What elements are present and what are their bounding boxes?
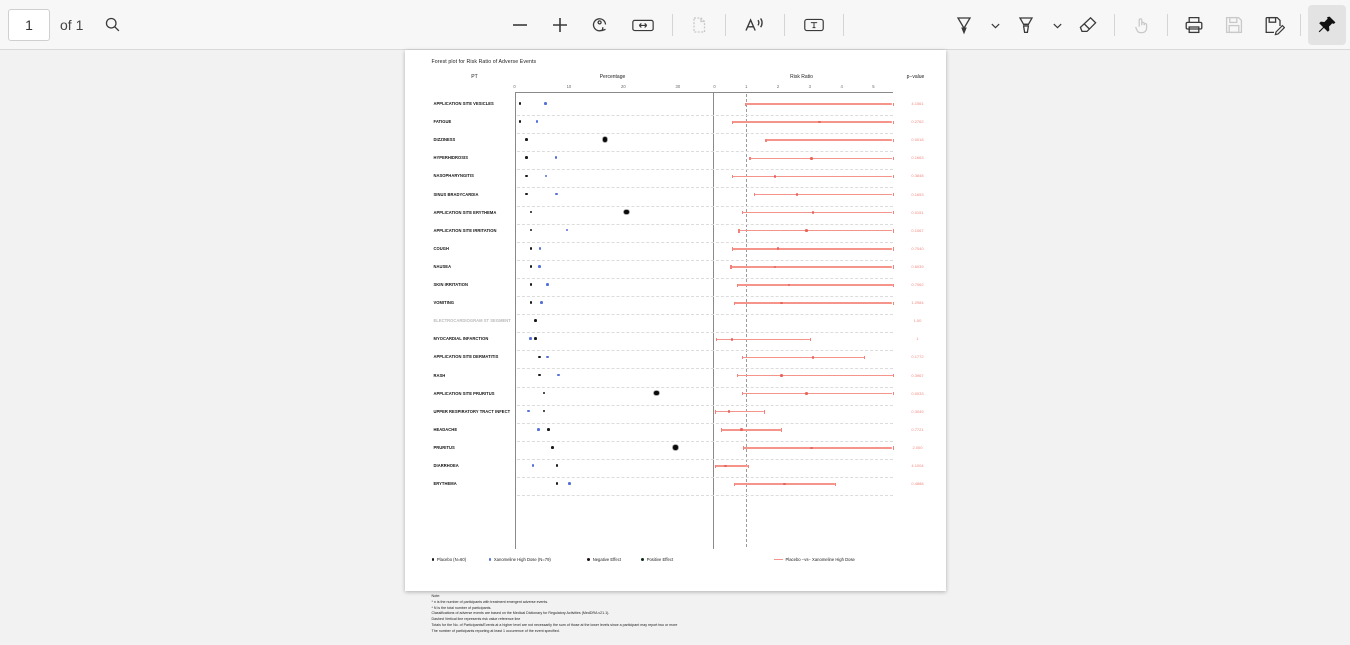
row-label-pt: DIARRHOEA bbox=[433, 463, 459, 468]
pct-marker-placebo bbox=[538, 374, 541, 377]
note-line: * n is the number of participants with treatment emergent adverse events. bbox=[431, 599, 549, 604]
pct-marker-placebo bbox=[530, 229, 533, 232]
row-p-value: 0.7721 bbox=[911, 426, 924, 432]
confidence-interval-cap bbox=[748, 465, 749, 468]
erase-icon[interactable] bbox=[1069, 5, 1107, 45]
row-separator bbox=[517, 296, 893, 297]
page-number-input[interactable] bbox=[8, 9, 50, 41]
toolbar-divider bbox=[1114, 14, 1115, 36]
highlight-icon[interactable] bbox=[1007, 5, 1045, 45]
rr-tick-label: 0 bbox=[713, 84, 716, 89]
text-select-icon[interactable] bbox=[792, 5, 836, 45]
forest-plot-row bbox=[433, 481, 924, 499]
confidence-interval-cap bbox=[864, 356, 865, 359]
confidence-interval-cap bbox=[732, 175, 733, 178]
forest-plot-row bbox=[433, 336, 919, 354]
row-separator bbox=[517, 314, 893, 315]
toolbar-divider bbox=[1167, 14, 1168, 36]
xanomeline-marker-icon bbox=[489, 558, 491, 560]
draw-chevron-down-icon[interactable] bbox=[985, 5, 1005, 45]
row-p-value: 1.2984 bbox=[911, 300, 924, 306]
risk-ratio-point-estimate bbox=[810, 447, 813, 450]
row-p-value: 4.1004 bbox=[911, 463, 924, 468]
legend-label-positive-effect: Positive Effect bbox=[646, 557, 674, 562]
pct-marker-xanomeline bbox=[529, 337, 532, 340]
pct-tick-label: 20 bbox=[621, 84, 626, 89]
confidence-interval-line bbox=[715, 465, 748, 467]
forest-plot-row bbox=[433, 119, 924, 137]
row-label-pt: SKIN IRRITATION bbox=[433, 282, 468, 287]
row-label-pt: SINUS BRADYCARDIA bbox=[433, 191, 479, 197]
confidence-interval-line bbox=[715, 411, 764, 413]
confidence-interval-cap bbox=[781, 428, 782, 431]
pct-marker-placebo bbox=[525, 193, 528, 196]
confidence-interval-cap bbox=[732, 121, 733, 124]
row-p-value: 4.1561 bbox=[911, 101, 924, 106]
confidence-interval-cap bbox=[765, 139, 766, 142]
row-label-pt: APPLICATION SITE PRURITUS bbox=[433, 390, 495, 396]
column-header-risk-ratio: Risk Ratio bbox=[790, 74, 813, 80]
toolbar-divider bbox=[672, 14, 673, 36]
save-icon[interactable] bbox=[1215, 5, 1253, 45]
row-label-pt: DIZZINESS bbox=[433, 137, 456, 143]
zoom-in-icon[interactable] bbox=[541, 5, 579, 45]
row-separator bbox=[517, 187, 893, 188]
fit-to-width-icon[interactable] bbox=[621, 5, 665, 45]
pct-marker-placebo bbox=[519, 102, 522, 105]
pct-marker-xanomeline bbox=[546, 283, 549, 286]
row-label-pt: HYPERHIDROSIS bbox=[433, 155, 469, 161]
row-p-value: 0.7062 bbox=[911, 282, 924, 287]
toolbar-divider bbox=[843, 14, 844, 36]
pct-marker-xanomeline bbox=[555, 193, 558, 196]
pct-marker-placebo bbox=[538, 356, 541, 359]
page-total-label: of 1 bbox=[60, 16, 84, 33]
note-line: Totals for the No. of Participants/Events at a higher level are not necessarily the sum of those at the lower levels since a participant may report two or more bbox=[431, 623, 678, 628]
row-separator bbox=[517, 151, 893, 152]
confidence-interval-cap bbox=[715, 410, 716, 413]
confidence-interval-line bbox=[732, 176, 893, 178]
pct-marker-placebo bbox=[547, 428, 550, 431]
rr-tick-label: 2 bbox=[776, 84, 780, 89]
plot-title: Forest plot for Risk Ratio of Adverse Events bbox=[431, 59, 537, 65]
row-p-value: 0.4888 bbox=[911, 481, 924, 487]
forest-plot-frame bbox=[433, 92, 924, 549]
pct-marker-xanomeline bbox=[603, 137, 607, 141]
row-separator bbox=[517, 224, 893, 225]
confidence-interval-line bbox=[743, 447, 892, 449]
confidence-interval-cap bbox=[743, 446, 744, 449]
page-view-icon[interactable] bbox=[680, 5, 718, 45]
pct-marker-xanomeline bbox=[673, 445, 677, 449]
print-icon[interactable] bbox=[1175, 5, 1213, 45]
rotate-icon[interactable] bbox=[581, 5, 619, 45]
confidence-interval-line bbox=[737, 375, 893, 377]
risk-ratio-point-estimate bbox=[805, 392, 808, 395]
risk-ratio-point-estimate bbox=[740, 428, 743, 431]
row-label-pt: UPPER RESPIRATORY TRACT INFECT bbox=[433, 408, 511, 414]
forest-plot-row bbox=[433, 372, 924, 391]
row-p-value: 1 bbox=[916, 336, 919, 342]
pct-tick-label: 0 bbox=[513, 84, 516, 89]
forest-plot-row bbox=[433, 463, 924, 481]
confidence-interval-line bbox=[732, 248, 893, 250]
confidence-interval-line bbox=[730, 266, 892, 268]
row-separator bbox=[517, 423, 893, 424]
row-p-value: 0.1067 bbox=[911, 227, 924, 233]
confidence-interval-line bbox=[732, 121, 893, 123]
row-separator bbox=[517, 332, 893, 333]
pct-marker-xanomeline bbox=[532, 464, 535, 467]
pct-marker-xanomeline bbox=[566, 229, 569, 232]
forest-plot-row bbox=[433, 155, 924, 173]
highlight-chevron-down-icon[interactable] bbox=[1047, 5, 1067, 45]
pct-marker-placebo bbox=[556, 482, 559, 485]
row-separator bbox=[517, 350, 893, 351]
row-separator bbox=[517, 169, 893, 170]
pct-tick-label: 30 bbox=[675, 84, 681, 89]
note-heading: Note: bbox=[431, 594, 441, 598]
confidence-interval-cap bbox=[737, 284, 738, 287]
row-separator bbox=[517, 441, 893, 442]
row-p-value: 0.3848 bbox=[911, 173, 924, 179]
row-p-value: 0.0018 bbox=[911, 137, 924, 143]
confidence-interval-cap bbox=[810, 338, 811, 341]
row-separator bbox=[517, 242, 893, 243]
row-label-pt: ERYTHEMA bbox=[433, 481, 457, 487]
rr-tick-label: 1 bbox=[745, 84, 748, 89]
row-p-value: 2.000 bbox=[912, 444, 923, 450]
row-label-pt: RASH bbox=[433, 372, 446, 378]
risk-ratio-point-estimate bbox=[724, 465, 727, 468]
confidence-interval-cap bbox=[734, 302, 735, 305]
pct-marker-placebo bbox=[543, 410, 546, 413]
risk-ratio-point-estimate bbox=[728, 410, 731, 413]
comparison-line-icon bbox=[774, 559, 783, 560]
toolbar-divider bbox=[784, 14, 785, 36]
pdf-page bbox=[405, 50, 946, 633]
risk-ratio-point-estimate bbox=[783, 483, 786, 486]
rr-tick-label: 5 bbox=[872, 84, 875, 89]
forest-plot-row bbox=[433, 300, 924, 318]
row-p-value: 0.6039 bbox=[911, 263, 924, 269]
pct-marker-xanomeline bbox=[546, 356, 549, 359]
pct-marker-placebo bbox=[530, 247, 533, 250]
legend-label-negative-effect: Negative Effect bbox=[592, 557, 622, 562]
row-label-pt: APPLICATION SITE VESICLES bbox=[433, 101, 494, 106]
note-line: Classifications of adverse events are based on the Medical Dictionary for Regulatory Activities (MedDRA v21.1). bbox=[431, 611, 610, 616]
negative-effect-marker-icon bbox=[587, 558, 590, 561]
forest-plot-row bbox=[433, 444, 923, 463]
risk-ratio-point-estimate bbox=[774, 175, 777, 178]
risk-ratio-point-estimate bbox=[805, 229, 808, 232]
forest-plot-row bbox=[433, 227, 924, 246]
toolbar-right-group bbox=[945, 0, 1350, 50]
confidence-interval-line bbox=[754, 194, 892, 196]
pct-marker-placebo bbox=[530, 265, 533, 268]
confidence-interval-cap bbox=[835, 483, 836, 486]
row-separator bbox=[517, 206, 893, 207]
row-p-value: 0.0151 bbox=[911, 209, 924, 215]
forest-plot-row bbox=[433, 137, 924, 155]
pct-marker-xanomeline bbox=[544, 102, 547, 105]
confidence-interval-cap bbox=[742, 392, 743, 395]
pct-tick-label: 10 bbox=[566, 84, 572, 89]
row-label-pt: ELECTROCARDIOGRAM ST SEGMENT bbox=[433, 318, 511, 324]
pct-marker-xanomeline bbox=[568, 482, 571, 485]
row-separator bbox=[517, 459, 893, 460]
pdf-viewer[interactable] bbox=[0, 50, 1350, 645]
forest-plot-row bbox=[433, 408, 924, 427]
risk-ratio-point-estimate bbox=[818, 121, 821, 124]
forest-plot-row bbox=[433, 282, 924, 300]
confidence-interval-cap bbox=[745, 103, 746, 106]
row-separator bbox=[517, 260, 893, 261]
row-separator bbox=[517, 115, 893, 116]
pct-marker-placebo bbox=[530, 283, 533, 286]
toolbar-left-group bbox=[0, 5, 131, 45]
pct-marker-placebo bbox=[525, 175, 528, 178]
confidence-interval-line bbox=[737, 284, 893, 286]
forest-plot-row bbox=[433, 101, 924, 119]
save-as-icon[interactable] bbox=[1255, 5, 1293, 45]
pct-marker-xanomeline bbox=[545, 175, 548, 178]
pdf-toolbar bbox=[0, 0, 1350, 50]
risk-ratio-point-estimate bbox=[777, 247, 780, 250]
risk-ratio-point-estimate bbox=[812, 211, 815, 214]
column-header-pt: PT bbox=[471, 74, 478, 80]
legend-label-xanomeline: Xanomeline High Dose (N=79) bbox=[493, 557, 551, 562]
rr-tick-label: 3 bbox=[808, 84, 812, 89]
row-label-pt: APPLICATION SITE DERMATITIS bbox=[433, 354, 499, 360]
legend-label-comparison: Placebo −vs− Xanomeline High Dose bbox=[785, 557, 855, 562]
confidence-interval-cap bbox=[742, 356, 743, 359]
row-label-pt: PRURITUS bbox=[433, 444, 455, 450]
note-line: * N is the total number of participants. bbox=[431, 605, 492, 610]
confidence-interval-cap bbox=[732, 247, 733, 250]
legend-item-comparison bbox=[774, 557, 855, 562]
row-label-pt: VOMITING bbox=[433, 300, 455, 306]
pct-marker-placebo bbox=[534, 319, 537, 322]
confidence-interval-cap bbox=[749, 157, 750, 160]
row-p-value: 0.7040 bbox=[911, 245, 924, 251]
risk-ratio-point-estimate bbox=[780, 302, 783, 305]
rr-tick-label: 4 bbox=[840, 84, 843, 89]
forest-plot-row bbox=[433, 354, 924, 372]
pct-marker-xanomeline bbox=[527, 410, 530, 413]
confidence-interval-cap bbox=[715, 465, 716, 468]
note-line: The number of participants reporting at least 1 occurrence of the event specified. bbox=[431, 628, 560, 633]
row-p-value: 0.0033 bbox=[911, 390, 924, 396]
pct-marker-xanomeline bbox=[538, 265, 541, 268]
row-p-value: 0.1663 bbox=[911, 155, 924, 161]
risk-ratio-point-estimate bbox=[774, 266, 777, 269]
plot-note bbox=[432, 594, 678, 635]
row-label-pt: NAUSEA bbox=[433, 263, 452, 269]
confidence-interval-cap bbox=[737, 374, 738, 377]
confidence-interval-line bbox=[734, 302, 893, 304]
legend-item-xanomeline bbox=[489, 557, 551, 562]
pct-marker-xanomeline bbox=[654, 391, 658, 395]
column-header-percentage: Percentage bbox=[599, 74, 626, 80]
row-p-value: 1.00 bbox=[913, 318, 922, 324]
confidence-interval-line bbox=[745, 103, 893, 105]
row-separator bbox=[517, 368, 893, 369]
forest-plot-row bbox=[433, 191, 924, 210]
confidence-interval-line bbox=[742, 393, 893, 395]
legend-item-negative-effect bbox=[587, 557, 622, 562]
note-line: Dashed Vertical line represents risk value reference line bbox=[431, 617, 521, 622]
pct-marker-xanomeline bbox=[555, 156, 558, 159]
pct-marker-placebo bbox=[519, 120, 522, 123]
row-p-value: 0.3967 bbox=[911, 372, 924, 378]
placebo-marker-icon bbox=[432, 558, 434, 560]
forest-plot-row bbox=[433, 390, 924, 409]
confidence-interval-cap bbox=[754, 193, 755, 196]
row-separator bbox=[517, 387, 893, 388]
confidence-interval-line bbox=[738, 230, 892, 232]
draw-icon[interactable] bbox=[945, 5, 983, 45]
row-separator bbox=[517, 133, 893, 134]
confidence-interval-cap bbox=[742, 211, 743, 214]
row-separator bbox=[517, 477, 893, 478]
legend-label-placebo: Placebo (N=60) bbox=[436, 557, 467, 562]
row-label-pt: FATIGUE bbox=[433, 119, 452, 125]
touch-mode-icon[interactable] bbox=[1122, 5, 1160, 45]
row-label-pt: HEADACHE bbox=[433, 426, 458, 432]
risk-ratio-point-estimate bbox=[731, 338, 734, 341]
pct-marker-xanomeline bbox=[536, 120, 539, 123]
row-separator bbox=[517, 278, 893, 279]
pct-marker-placebo bbox=[525, 156, 528, 159]
pct-marker-placebo bbox=[543, 392, 546, 395]
forest-plot-row bbox=[433, 426, 924, 445]
pct-marker-placebo bbox=[551, 446, 554, 449]
plot-legend bbox=[405, 557, 946, 571]
row-label-pt: COUGH bbox=[433, 245, 449, 251]
legend-item-positive-effect bbox=[641, 557, 674, 562]
search-icon[interactable] bbox=[93, 5, 131, 45]
row-separator bbox=[517, 495, 893, 496]
column-header-p-value: p−value bbox=[906, 74, 925, 80]
confidence-interval-cap bbox=[764, 410, 765, 413]
risk-ratio-point-estimate bbox=[780, 374, 783, 377]
confidence-interval-cap bbox=[730, 265, 731, 268]
pct-marker-placebo bbox=[534, 337, 537, 340]
legend-item-placebo bbox=[432, 557, 467, 562]
confidence-interval-cap bbox=[716, 338, 717, 341]
risk-ratio-point-estimate bbox=[810, 157, 813, 160]
pct-marker-placebo bbox=[525, 138, 528, 141]
pct-marker-placebo bbox=[530, 211, 533, 214]
positive-effect-marker-icon bbox=[641, 558, 644, 561]
row-p-value: 0.3049 bbox=[911, 408, 924, 414]
confidence-interval-line bbox=[749, 158, 892, 160]
read-aloud-icon[interactable] bbox=[733, 5, 777, 45]
confidence-interval-cap bbox=[734, 483, 735, 486]
axis-top-line bbox=[515, 92, 893, 93]
confidence-interval-line bbox=[765, 139, 892, 141]
confidence-interval-cap bbox=[738, 229, 739, 232]
forest-plot-row bbox=[433, 209, 924, 228]
forest-plot-row bbox=[433, 318, 922, 336]
pct-marker-xanomeline bbox=[537, 428, 540, 431]
row-label-pt: NASOPHARYNGITIS bbox=[433, 173, 474, 179]
pct-marker-xanomeline bbox=[624, 210, 628, 214]
row-p-value: 0.1772 bbox=[911, 354, 924, 360]
pct-marker-xanomeline bbox=[539, 247, 542, 250]
pct-marker-xanomeline bbox=[557, 374, 560, 377]
pct-marker-xanomeline bbox=[540, 301, 543, 304]
row-separator bbox=[517, 405, 893, 406]
confidence-interval-line bbox=[721, 429, 781, 431]
row-p-value: 0.1653 bbox=[911, 191, 924, 197]
row-label-pt: MYOCARDIAL INFARCTION bbox=[433, 336, 489, 342]
pin-icon[interactable] bbox=[1308, 5, 1346, 45]
pct-marker-placebo bbox=[556, 464, 559, 467]
forest-plot-row bbox=[433, 263, 924, 282]
forest-plot-row bbox=[433, 173, 924, 191]
row-p-value: 0.2762 bbox=[911, 119, 924, 125]
row-label-pt: APPLICATION SITE IRRITATION bbox=[433, 227, 497, 233]
forest-plot-row bbox=[433, 245, 924, 264]
toolbar-divider bbox=[725, 14, 726, 36]
confidence-interval-line bbox=[742, 357, 864, 359]
confidence-interval-cap bbox=[721, 428, 722, 431]
zoom-out-icon[interactable] bbox=[501, 5, 539, 45]
pct-marker-placebo bbox=[530, 301, 533, 304]
toolbar-divider bbox=[1300, 14, 1301, 36]
row-label-pt: APPLICATION SITE ERYTHEMA bbox=[433, 209, 497, 215]
confidence-interval-line bbox=[742, 212, 893, 214]
